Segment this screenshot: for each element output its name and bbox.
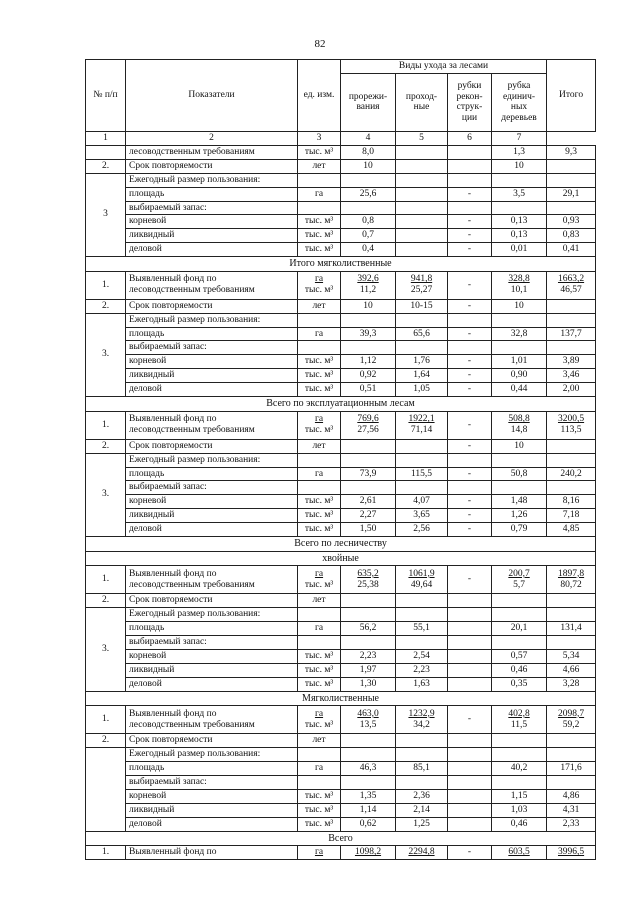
table-row [86,621,596,635]
value-cell: - [448,299,492,313]
row-number: 3. [86,608,126,692]
table-row [86,453,596,467]
header-thinning: прорежи-вания [341,73,396,131]
row-label: лесоводственным требованиям [129,719,255,730]
value-cell: 65,6 [396,327,448,341]
table-row [86,663,596,677]
value-cell: 3,46 [547,369,596,383]
table-row [86,761,596,775]
value-cell: 25,27 [410,285,433,296]
unit-cell: тыс. м³ [298,677,341,691]
value-cell: 1,3 [492,145,547,159]
unit-cell: тыс. м³ [298,649,341,663]
section-title: Всего по эксплуатационным лесам [86,397,596,412]
value-cell: 1,97 [341,663,396,677]
value-cell: 328,8 [508,274,530,285]
row-label: Срок повторяемости [126,299,298,313]
value-cell: 3,65 [396,509,448,523]
value-cell: - [448,467,492,481]
value-cell: 1,15 [492,789,547,803]
row-label: выбираемый запас: [126,635,298,649]
row-number: 2. [86,594,126,608]
table-row [86,271,596,299]
unit-cell: га [298,187,341,201]
value-cell: 0,41 [547,243,596,257]
value-cell: 20,1 [492,621,547,635]
table-row [86,313,596,327]
value-cell: 40,2 [492,761,547,775]
value-cell: 2,33 [547,817,596,831]
value-cell: - [448,229,492,243]
unit-cell: тыс. м³ [304,425,334,436]
row-label: Ежегодный размер пользования: [126,453,298,467]
header-num: 2 [126,131,298,145]
row-label: корневой [126,355,298,369]
row-label: выбираемый запас: [126,775,298,789]
value-cell: 1,64 [396,369,448,383]
section-title: Итого мягколиственные [86,257,596,272]
value-cell: 27,56 [357,425,379,436]
value-cell: 0,13 [492,215,547,229]
unit-cell: тыс. м³ [298,355,341,369]
value-cell: 0,92 [341,369,396,383]
header-unit: ед. изм. [298,60,341,132]
unit-cell: тыс. м³ [298,383,341,397]
value-cell: 4,86 [547,789,596,803]
row-label: площадь [126,327,298,341]
value-cell: 508,8 [508,414,530,425]
value-cell: 1,26 [492,509,547,523]
header-num: 4 [341,131,396,145]
row-label: лесоводственным требованиям [129,285,255,296]
unit-cell: тыс. м³ [298,509,341,523]
row-label: Ежегодный размер пользования: [126,173,298,187]
row-label: площадь [126,621,298,635]
header-no: № п/п [86,60,126,132]
row-number: 3 [86,173,126,257]
row-label: площадь [126,187,298,201]
table-row [86,159,596,173]
value-cell: 1,35 [341,789,396,803]
value-cell: 200,7 [508,568,530,579]
header-num: 7 [492,131,547,145]
header-single-trees: рубка единич-ных деревьев [492,73,547,131]
value-cell: 1,25 [396,817,448,831]
value-cell: 29,1 [547,187,596,201]
page-number: 82 [314,38,326,50]
header-num: 3 [298,131,341,145]
value-cell: 46,3 [341,761,396,775]
unit-cell: тыс. м³ [298,243,341,257]
forest-care-table [85,59,596,860]
value-cell: 1098,2 [341,846,396,860]
value-cell: 0,01 [492,243,547,257]
table-row [86,734,596,748]
value-cell: 115,5 [396,467,448,481]
header-num: 5 [396,131,448,145]
table-row [86,201,596,215]
unit-cell: тыс. м³ [298,523,341,537]
table-row [86,481,596,495]
value-cell: - [448,566,492,594]
row-label: деловой [126,243,298,257]
row-label: ликвидный [126,509,298,523]
table-row [86,229,596,243]
value-cell: 0,35 [492,677,547,691]
value-cell: 1,05 [396,383,448,397]
value-cell: 85,1 [396,761,448,775]
table-row [86,173,596,187]
unit-cell: лет [298,159,341,173]
value-cell: 25,6 [341,187,396,201]
value-cell: 941,8 [410,274,433,285]
row-label: Выявленный фонд по [126,846,298,860]
row-label: корневой [126,495,298,509]
table-row [86,299,596,313]
row-number: 3. [86,453,126,537]
value-cell: 8,0 [341,145,396,159]
value-cell: 71,14 [410,425,433,436]
value-cell: 2,23 [341,649,396,663]
row-number: 2. [86,439,126,453]
table-row [86,608,596,622]
value-cell: 73,9 [341,467,396,481]
unit-cell: тыс. м³ [304,719,334,730]
value-cell: 0,51 [341,383,396,397]
header-num: 6 [448,131,492,145]
row-label: деловой [126,383,298,397]
value-cell: 1922,1 [408,414,435,425]
value-cell: 3,28 [547,677,596,691]
value-cell: 137,7 [547,327,596,341]
row-label: Ежегодный размер пользования: [126,313,298,327]
value-cell: 4,31 [547,803,596,817]
value-cell: 0,44 [492,383,547,397]
value-cell: 34,2 [413,719,430,730]
value-cell: - [448,509,492,523]
value-cell: 1,50 [341,523,396,537]
value-cell: 1,01 [492,355,547,369]
unit-cell: га [314,708,324,719]
value-cell: - [448,369,492,383]
table-row [86,495,596,509]
value-cell: 392,6 [357,274,379,285]
value-cell: 10 [341,159,396,173]
value-cell: 59,2 [562,719,580,730]
value-cell: 3200,5 [557,414,585,425]
value-cell: 0,8 [341,215,396,229]
table-row [86,411,596,439]
value-cell: 4,07 [396,495,448,509]
unit-cell: тыс. м³ [298,369,341,383]
row-number: 2. [86,734,126,748]
row-label: корневой [126,789,298,803]
value-cell: 0,7 [341,229,396,243]
header-group: Виды ухода за лесами [341,60,547,74]
value-cell: 171,6 [547,761,596,775]
value-cell: 10 [492,439,547,453]
value-cell: 0,46 [492,663,547,677]
unit-cell: га [298,621,341,635]
value-cell: - [448,271,492,299]
row-label: площадь [126,761,298,775]
row-label: корневой [126,649,298,663]
header-indicators: Показатели [126,60,298,132]
table-row [86,383,596,397]
unit-cell: тыс. м³ [298,803,341,817]
row-number: 3. [86,313,126,397]
header-total: Итого [547,60,596,132]
value-cell: 1663,2 [557,274,585,285]
value-cell: - [448,846,492,860]
row-label: площадь [126,467,298,481]
row-label: Срок повторяемости [126,734,298,748]
table-row [86,803,596,817]
value-cell: 11,2 [359,285,377,296]
value-cell: 0,83 [547,229,596,243]
value-cell: - [448,495,492,509]
section-title: Всего [86,831,596,846]
header-reconstruction: рубки рекон-струк-ции [448,73,492,131]
table-row [86,523,596,537]
unit-cell: га [298,327,341,341]
row-label: лесоводственным требованиям [129,425,255,436]
value-cell: 10 [492,159,547,173]
value-cell: - [448,383,492,397]
table-row [86,509,596,523]
value-cell: 240,2 [547,467,596,481]
value-cell: - [448,327,492,341]
value-cell: 1,63 [396,677,448,691]
unit-cell: га [314,274,324,285]
value-cell: 50,8 [492,467,547,481]
value-cell: - [448,355,492,369]
table-row [86,145,596,159]
table-row [86,327,596,341]
table-row [86,706,596,734]
value-cell: 2,56 [396,523,448,537]
value-cell: 11,5 [510,719,528,730]
unit-cell: тыс. м³ [304,579,334,590]
table-row [86,594,596,608]
unit-cell: га [314,568,324,579]
table-row [86,439,596,453]
row-label: Выявленный фонд по [129,568,217,579]
value-cell: 80,72 [560,579,582,590]
unit-cell: лет [298,734,341,748]
unit-cell: тыс. м³ [304,285,334,296]
table-row [86,677,596,691]
value-cell: 0,13 [492,229,547,243]
section-subtitle: хвойные [86,551,596,566]
value-cell: 2,61 [341,495,396,509]
value-cell: 2294,8 [396,846,448,860]
row-label: ликвидный [126,229,298,243]
table-row [86,635,596,649]
value-cell: - [448,411,492,439]
row-number: 1. [86,411,126,439]
value-cell: 56,2 [341,621,396,635]
row-label: Срок повторяемости [126,594,298,608]
value-cell: 10-15 [396,299,448,313]
value-cell: 1,76 [396,355,448,369]
row-label: Срок повторяемости [126,439,298,453]
value-cell: 131,4 [547,621,596,635]
row-label: выбираемый запас: [126,341,298,355]
row-number: 1. [86,271,126,299]
table-row [86,187,596,201]
value-cell: 25,38 [357,579,379,590]
row-label: лесоводственным требованиям [126,145,298,159]
value-cell: 1,03 [492,803,547,817]
table-row [86,369,596,383]
table-row [86,817,596,831]
table-row [86,748,596,762]
value-cell: 49,64 [410,579,433,590]
row-number: 2. [86,159,126,173]
row-label: Выявленный фонд по [129,414,217,425]
row-number: 1. [86,846,126,860]
value-cell: 10 [341,299,396,313]
value-cell: 0,57 [492,649,547,663]
value-cell: 1,14 [341,803,396,817]
unit-cell: тыс. м³ [298,145,341,159]
row-label: ликвидный [126,803,298,817]
row-label: Выявленный фонд по [129,274,217,285]
unit-cell: тыс. м³ [298,495,341,509]
value-cell: 10,1 [510,285,528,296]
row-label: деловой [126,817,298,831]
table-row [86,846,596,860]
value-cell: 14,8 [510,425,528,436]
row-label: корневой [126,215,298,229]
value-cell: 3996,5 [547,846,596,860]
value-cell: 32,8 [492,327,547,341]
value-cell: 113,5 [560,425,582,436]
unit-cell: га [298,467,341,481]
value-cell: 1,12 [341,355,396,369]
value-cell: - [448,706,492,734]
value-cell: 4,66 [547,663,596,677]
unit-cell: лет [298,439,341,453]
value-cell: 2,36 [396,789,448,803]
unit-cell: тыс. м³ [298,215,341,229]
value-cell: 1061,9 [408,568,435,579]
value-cell: 0,79 [492,523,547,537]
value-cell: 0,93 [547,215,596,229]
row-label: Выявленный фонд по [129,708,217,719]
value-cell: 3,5 [492,187,547,201]
table-row [86,341,596,355]
value-cell: 769,6 [357,414,379,425]
value-cell: 4,85 [547,523,596,537]
row-label: выбираемый запас: [126,201,298,215]
row-label: Ежегодный размер пользования: [126,608,298,622]
unit-cell: га [298,761,341,775]
unit-cell: га [314,414,324,425]
value-cell: - [448,523,492,537]
value-cell: 9,3 [547,145,596,159]
value-cell: 1,30 [341,677,396,691]
value-cell: 46,57 [560,285,582,296]
value-cell: 55,1 [396,621,448,635]
value-cell: 10 [492,299,547,313]
unit-cell: тыс. м³ [298,663,341,677]
row-label: деловой [126,677,298,691]
table-row [86,775,596,789]
value-cell: - [448,243,492,257]
table-row [86,467,596,481]
row-label: ликвидный [126,663,298,677]
row-number: 1. [86,706,126,734]
table-row [86,355,596,369]
value-cell: 0,90 [492,369,547,383]
row-label: деловой [126,523,298,537]
table-row [86,649,596,663]
value-cell: 635,2 [357,568,379,579]
unit-cell: тыс. м³ [298,817,341,831]
table-row [86,789,596,803]
value-cell: 5,7 [513,579,525,590]
unit-cell: тыс. м³ [298,789,341,803]
value-cell: 463,0 [357,708,379,719]
value-cell: 2098,7 [557,708,585,719]
value-cell: 8,16 [547,495,596,509]
row-label: Срок повторяемости [126,159,298,173]
value-cell: 2,54 [396,649,448,663]
value-cell: 603,5 [492,846,547,860]
value-cell: - [448,439,492,453]
table-row [86,566,596,594]
value-cell: 2,23 [396,663,448,677]
header-passage: проход-ные [396,73,448,131]
value-cell: 39,3 [341,327,396,341]
header-num: 1 [86,131,126,145]
section-title: Всего по лесничеству [86,537,596,552]
row-number: 2. [86,299,126,313]
value-cell: 1,48 [492,495,547,509]
section-title: Мягколиственные [86,691,596,706]
table-row [86,243,596,257]
value-cell: 2,00 [547,383,596,397]
value-cell: - [448,187,492,201]
row-label: лесоводственным требованиям [129,579,255,590]
value-cell: 13,5 [359,719,377,730]
table-row [86,215,596,229]
value-cell: 2,27 [341,509,396,523]
unit-cell: га [298,846,341,860]
value-cell: - [448,215,492,229]
value-cell: 0,62 [341,817,396,831]
value-cell: 0,4 [341,243,396,257]
value-cell: 1897,8 [557,568,585,579]
value-cell: 0,46 [492,817,547,831]
unit-cell: тыс. м³ [298,229,341,243]
row-number: 1. [86,566,126,594]
row-label: Ежегодный размер пользования: [126,748,298,762]
value-cell: 3,89 [547,355,596,369]
value-cell: 2,14 [396,803,448,817]
unit-cell: лет [298,594,341,608]
unit-cell: лет [298,299,341,313]
value-cell: 7,18 [547,509,596,523]
row-label: ликвидный [126,369,298,383]
value-cell: 1232,9 [408,708,435,719]
row-label: выбираемый запас: [126,481,298,495]
value-cell: 5,34 [547,649,596,663]
value-cell: 402,8 [508,708,530,719]
